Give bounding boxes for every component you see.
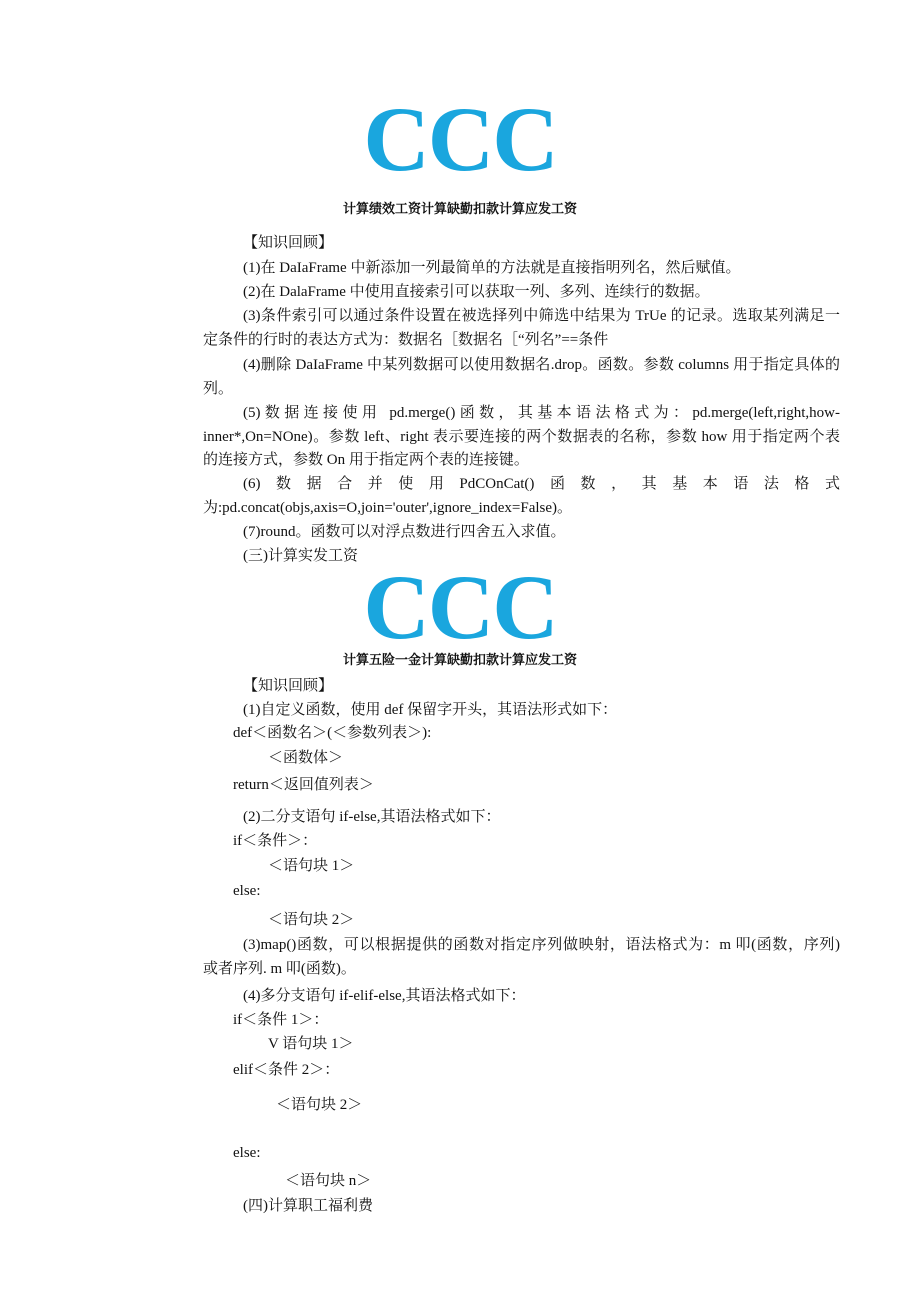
code-line: ＜语句块 2＞ (276, 1097, 363, 1113)
figure-caption: 计算五险一金计算缺勤扣款计算应发工资 (342, 653, 577, 668)
code-line: ＜语句块 n＞ (285, 1173, 372, 1189)
subsection-heading: (三)计算实发工资 (243, 548, 358, 564)
paragraph-line: 的连接方式，参数 On 用于指定两个表的连接键。 (203, 452, 529, 468)
code-line: else: (233, 883, 261, 899)
code-line: elif＜条件 2＞： (233, 1062, 340, 1078)
figure-caption: 计算绩效工资计算缺勤扣款计算应发工资 (342, 202, 577, 217)
paragraph-line: (2)在 DalaFrame 中使用直接索引可以获取一列、多列、连续行的数据。 (243, 284, 710, 300)
ccc-logo: CCC (363, 88, 557, 190)
code-line: V 语句块 1＞ (268, 1036, 354, 1052)
paragraph-line: (7)round。函数可以对浮点数进行四舍五入求值。 (243, 524, 566, 540)
paragraph-line: (6)数据合并使用PdCOnCat()函数，其基本语法格式 (243, 476, 840, 492)
subsection-heading: (四)计算职工福利费 (243, 1198, 373, 1214)
code-line: if＜条件 1＞： (233, 1012, 329, 1028)
code-line: def＜函数名＞(＜参数列表＞): (233, 725, 432, 741)
paragraph-line: 定条件的行时的表达方式为：数据名［数据名［“列名”==条件 (203, 332, 609, 348)
paragraph-line: 为:pd.concat(objs,axis=O,join='outer',ignore_index=False)。 (203, 500, 573, 516)
section-heading: 【知识回顾】 (243, 235, 334, 251)
paragraph-line: 或者序列. m 叩(函数)。 (203, 961, 356, 977)
paragraph-line: (3)条件索引可以通过条件设置在被选择列中筛选中结果为 TrUe 的记录。选取某列满足一 (243, 308, 840, 324)
code-line: if＜条件＞： (233, 833, 318, 849)
ccc-logo: CCC (363, 556, 557, 658)
paragraph-line: (1)在 DaIaFrame 中新添加一列最简单的方法就是直接指明列名，然后赋值。 (243, 260, 741, 276)
paragraph-line: (1)自定义函数，使用 def 保留字开头，其语法形式如下： (243, 702, 618, 718)
code-line: ＜函数体＞ (268, 750, 344, 766)
section-heading: 【知识回顾】 (243, 678, 334, 694)
code-line: return＜返回值列表＞ (233, 777, 374, 793)
paragraph-line: (3)map()函数，可以根据提供的函数对指定序列做映射，语法格式为：m 叩(函数，序列) (243, 937, 840, 953)
code-line: ＜语句块 1＞ (268, 858, 355, 874)
paragraph-line: (2)二分支语句 if-else,其语法格式如下： (243, 809, 501, 825)
paragraph-line: (4)多分支语句 if-elif-else,其语法格式如下： (243, 988, 526, 1004)
paragraph-line: inner*,On=NOne)。参数 left、right 表示要连接的两个数据表的名称，参数 how 用于指定两个表 (203, 429, 840, 445)
paragraph-line: 列。 (203, 381, 234, 397)
code-line: else: (233, 1145, 261, 1161)
paragraph-line: (4)删除 DaIaFrame 中某列数据可以使用数据名.drop。函数。参数 columns 用于指定具体的 (243, 357, 840, 373)
code-line: ＜语句块 2＞ (268, 912, 355, 928)
paragraph-line: (5)数据连接使用 pd.merge()函数，其基本语法格式为：pd.merge(left,right,how- (243, 405, 840, 421)
